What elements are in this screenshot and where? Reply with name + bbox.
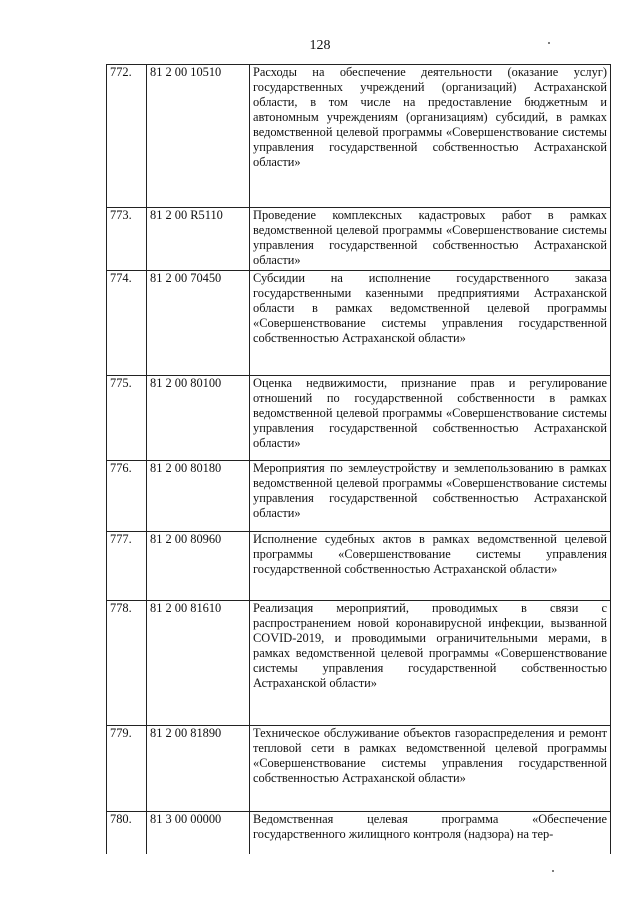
row-number: 778. xyxy=(107,601,147,726)
budget-codes-table xyxy=(106,64,611,854)
classification-code: 81 2 00 R5110 xyxy=(147,208,250,271)
page-number: 128 xyxy=(309,38,331,53)
row-number: 773. xyxy=(107,208,147,271)
table-row xyxy=(107,812,611,854)
scan-speck xyxy=(548,42,550,44)
expense-description: Субсидии на исполнение государственного заказа государственными казенными предприятиями Астраханской области в рамках ведомственной целевой программы «Совершенствование системы управления государственной собственностью Астраханской области» xyxy=(250,271,611,376)
row-number: 777. xyxy=(107,532,147,601)
classification-code: 81 3 00 00000 xyxy=(147,812,250,854)
table-row xyxy=(107,208,611,271)
table-row xyxy=(107,271,611,376)
classification-code: 81 2 00 70450 xyxy=(147,271,250,376)
expense-description: Реализация мероприятий, проводимых в связи с распространением новой коронавирусной инфекции, вызванной COVID-2019, и проводимыми ограничительными мерами, в рамках ведомственной целевой программы «Совершенствование системы управления государственной собственностью Астраханской области» xyxy=(250,601,611,726)
expense-description: Ведомственная целевая программа «Обеспечение государственного жилищного контроля (надзора) на тер- xyxy=(250,812,611,854)
table-row xyxy=(107,601,611,726)
table-row xyxy=(107,65,611,208)
table-row xyxy=(107,726,611,812)
expense-description: Исполнение судебных актов в рамках ведомственной целевой программы «Совершенствование системы управления государственной собственностью Астраханской области» xyxy=(250,532,611,601)
expense-description: Оценка недвижимости, признание прав и регулирование отношений по государственной собственности в рамках ведомственной целевой программы «Совершенствование системы управления государственной собственностью Астраханской области» xyxy=(250,376,611,461)
row-number: 776. xyxy=(107,461,147,532)
expense-description: Техническое обслуживание объектов газораспределения и ремонт тепловой сети в рамках ведомственной целевой программы «Совершенствование системы управления государственной собственностью Астраханской области» xyxy=(250,726,611,812)
table-row xyxy=(107,376,611,461)
classification-code: 81 2 00 81890 xyxy=(147,726,250,812)
expense-description: Расходы на обеспечение деятельности (оказание услуг) государственных учреждений (организаций) Астраханской области, в том числе на предоставление бюджетным и автономным учреждениям (организациям) субсидий, в рамках ведомственной целевой программы «Совершенствование системы управления государственной собственностью Астраханской области» xyxy=(250,65,611,208)
classification-code: 81 2 00 80960 xyxy=(147,532,250,601)
row-number: 774. xyxy=(107,271,147,376)
classification-code: 81 2 00 10510 xyxy=(147,65,250,208)
scan-speck xyxy=(552,870,554,872)
expense-description: Мероприятия по землеустройству и землепользованию в рамках ведомственной целевой программы «Совершенствование системы управления государственной собственностью Астраханской области» xyxy=(250,461,611,532)
classification-code: 81 2 00 80180 xyxy=(147,461,250,532)
row-number: 779. xyxy=(107,726,147,812)
row-number: 775. xyxy=(107,376,147,461)
row-number: 772. xyxy=(107,65,147,208)
expense-description: Проведение комплексных кадастровых работ в рамках ведомственной целевой программы «Совершенствование системы управления государственной собственностью Астраханской области» xyxy=(250,208,611,271)
row-number: 780. xyxy=(107,812,147,854)
table-row xyxy=(107,461,611,532)
classification-code: 81 2 00 81610 xyxy=(147,601,250,726)
classification-code: 81 2 00 80100 xyxy=(147,376,250,461)
table-row xyxy=(107,532,611,601)
